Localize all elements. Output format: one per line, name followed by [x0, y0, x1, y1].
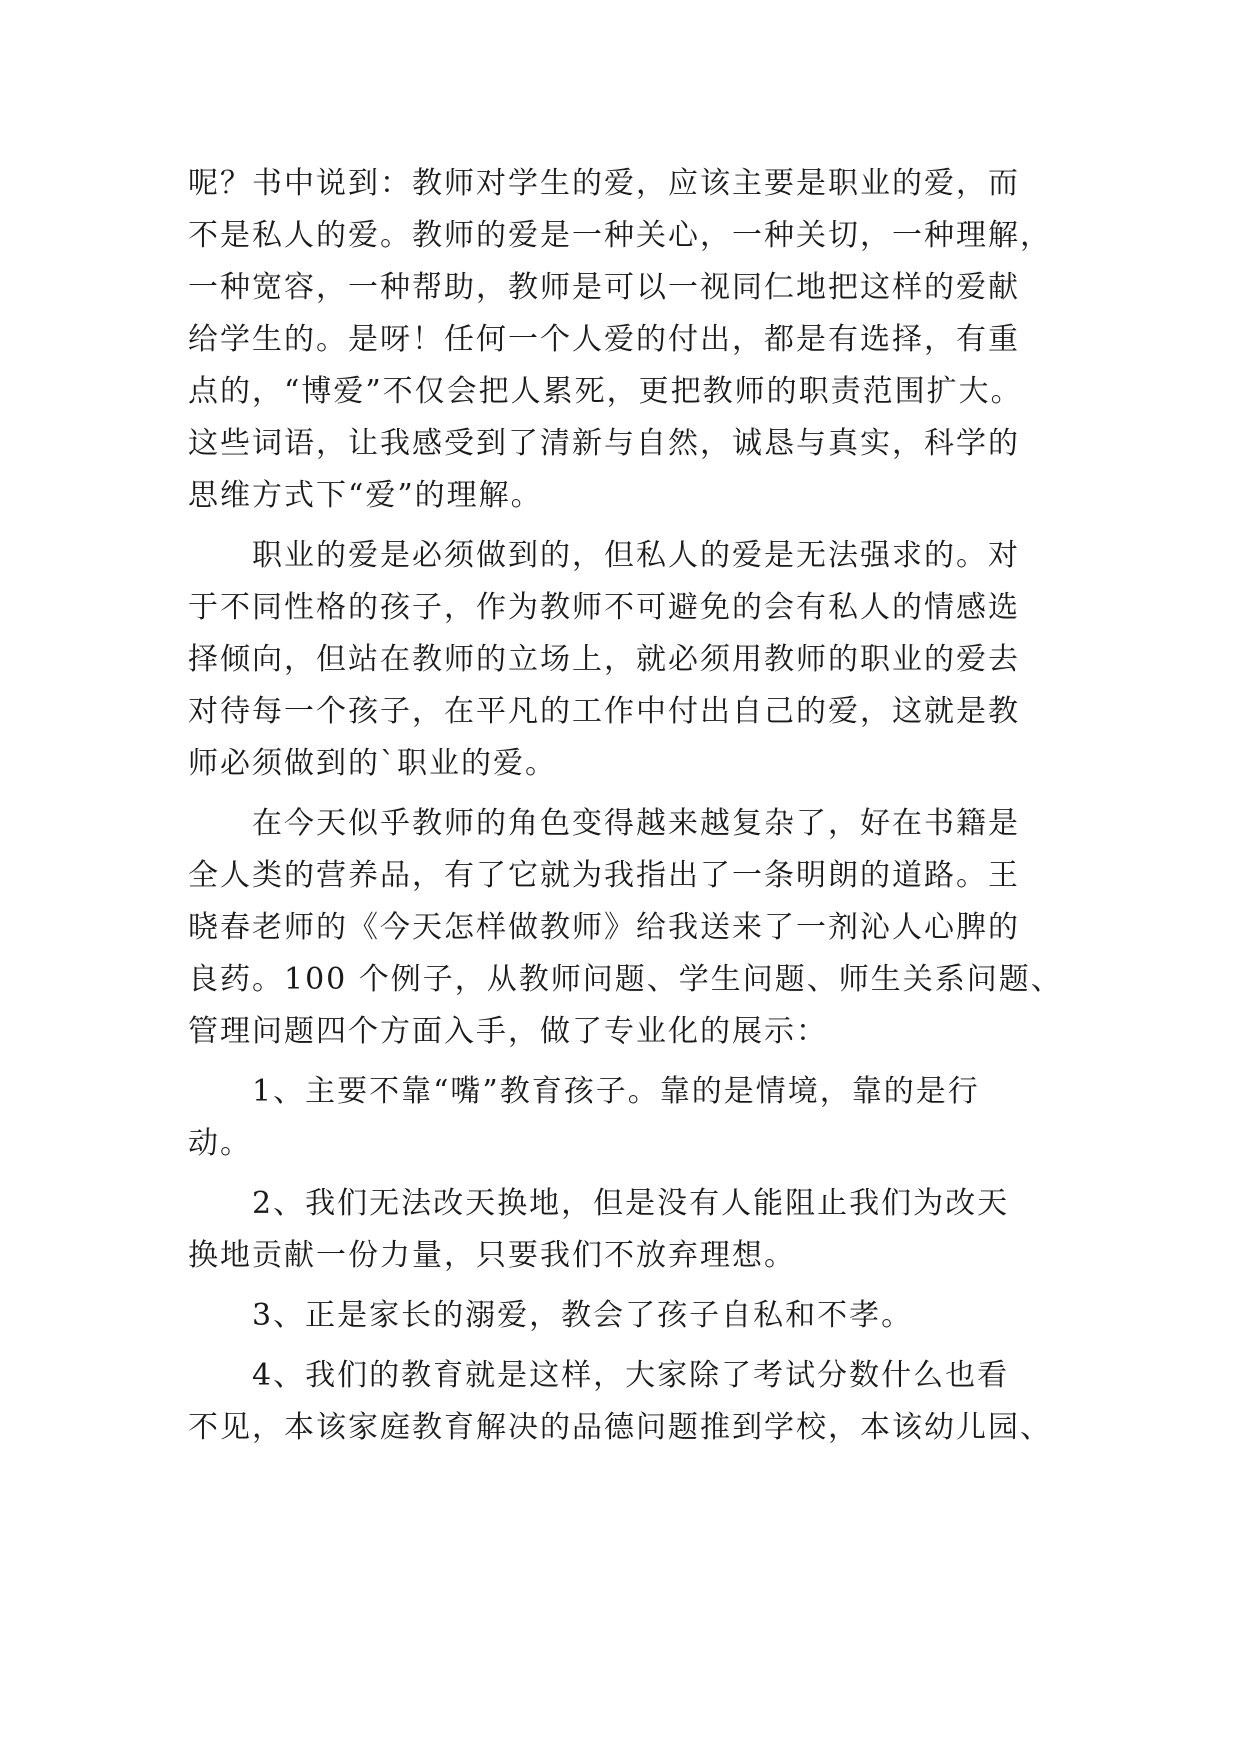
text-line: 点的，“博爱”不仅会把人累死，更把教师的职责范围扩大。: [188, 374, 1023, 409]
text-line: 良药。100 个例子，从教师问题、学生问题、师生关系问题、: [188, 962, 1063, 997]
list-item-2: 2、我们无法改天换地，但是没有人能阻止我们为改天: [252, 1186, 1010, 1221]
paragraph-first-line: 在今天似乎教师的角色变得越来越复杂了，好在书籍是: [252, 806, 1020, 841]
paragraph-first-line: 职业的爱是必须做到的，但私人的爱是无法强求的。对: [252, 538, 1020, 573]
text-line: 动。: [188, 1126, 252, 1161]
text-line: 管理问题四个方面入手，做了专业化的展示：: [188, 1014, 828, 1049]
text-line: 不是私人的爱。教师的爱是一种关心，一种关切，一种理解，: [188, 218, 1052, 253]
text-line: 思维方式下“爱”的理解。: [188, 478, 543, 513]
text-line: 全人类的营养品，有了它就为我指出了一条明朗的道路。王: [188, 858, 1020, 893]
text-line: 于不同性格的孩子，作为教师不可避免的会有私人的情感选: [188, 590, 1020, 625]
text-line: 对待每一个孩子，在平凡的工作中付出自己的爱，这就是教: [188, 694, 1020, 729]
text-line: 呢？书中说到：教师对学生的爱，应该主要是职业的爱，而: [188, 166, 1020, 201]
text-line: 给学生的。是呀！任何一个人爱的付出，都是有选择，有重: [188, 322, 1020, 357]
list-item-3: 3、正是家长的溺爱，教会了孩子自私和不孝。: [252, 1298, 914, 1333]
text-line: 师必须做到的`职业的爱。: [188, 746, 557, 781]
list-item-1: 1、主要不靠“嘴”教育孩子。靠的是情境，靠的是行: [252, 1074, 980, 1109]
list-item-4: 4、我们的教育就是这样，大家除了考试分数什么也看: [252, 1358, 1010, 1393]
body-text: [188, 158, 1063, 1454]
text-line: 择倾向，但站在教师的立场上，就必须用教师的职业的爱去: [188, 642, 1020, 677]
text-line: 不见，本该家庭教育解决的品德问题推到学校，本该幼儿园、: [188, 1410, 1052, 1445]
text-line: 晓春老师的《今天怎样做教师》给我送来了一剂沁人心脾的: [188, 910, 1020, 945]
text-line: 换地贡献一份力量，只要我们不放弃理想。: [188, 1238, 796, 1273]
text-line: 这些词语，让我感受到了清新与自然，诚恳与真实，科学的: [188, 426, 1020, 461]
text-line: 一种宽容，一种帮助，教师是可以一视同仁地把这样的爱献: [188, 270, 1020, 305]
